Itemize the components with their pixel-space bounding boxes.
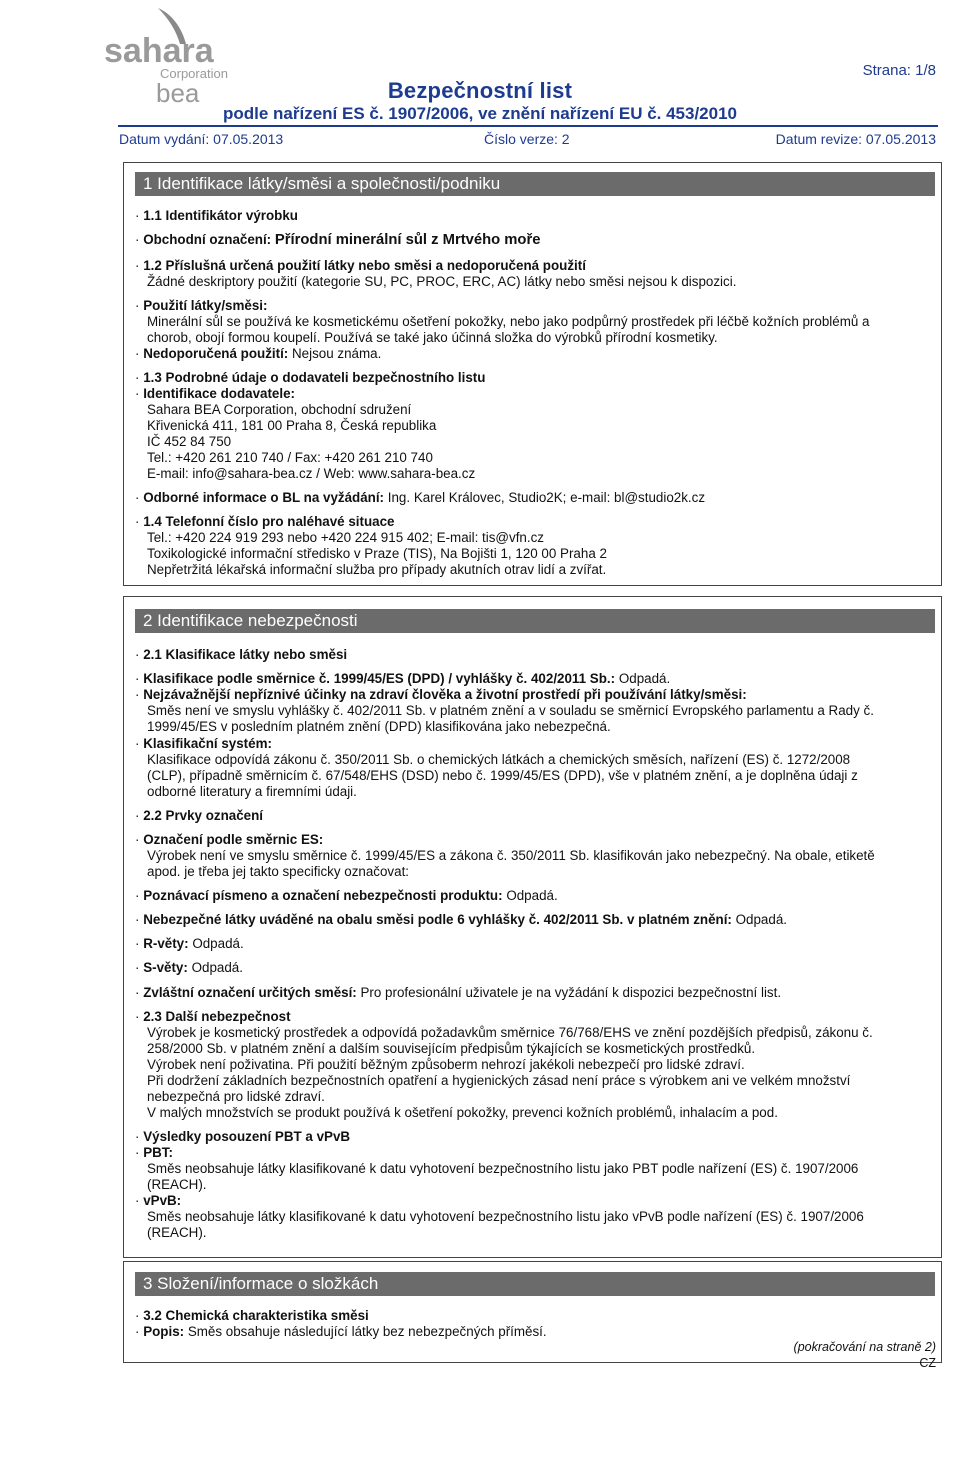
- text-line: Minerální sůl se používá ke kosmetickému ošetření pokožky, nebo jako podpůrný prostředek při léčbě kožních problémů a: [147, 314, 870, 329]
- heading-1-1: · 1.1 Identifikátor výrobku: [135, 208, 298, 223]
- text-line: V malých množstvích se produkt používá k ošetření pokožky, prevenci kožních problémů, inhalacím a pod.: [147, 1105, 778, 1120]
- page-number: Strana: 1/8: [862, 62, 936, 79]
- country-code: CZ: [919, 1356, 936, 1370]
- text-line: Výrobek není ve smyslu směrnice č. 1999/45/ES a zákona č. 350/2011 Sb. klasifikován jako nebezpečný. Na obale, etiketě: [147, 848, 875, 863]
- text-line: (REACH).: [147, 1225, 207, 1240]
- text-line: Sahara BEA Corporation, obchodní sdružení: [147, 402, 412, 417]
- text-line: Směs neobsahuje látky klasifikované k datu vyhotovení bezpečnostního listu jako vPvB podle nařízení (ES) č. 1907/2006: [147, 1209, 864, 1224]
- classification-dpd: · Klasifikace podle směrnice č. 1999/45/ES (DPD) / vyhlášky č. 402/2011 Sb.: Odpadá.: [135, 671, 671, 686]
- heading-2-1: · 2.1 Klasifikace látky nebo směsi: [135, 647, 348, 662]
- hazard-letter: · Poznávací písmeno a označení nebezpečnosti produktu: Odpadá.: [135, 888, 558, 903]
- text-line: Tel.: +420 224 919 293 nebo +420 224 915 402; E-mail: tis@vfn.cz: [147, 530, 544, 545]
- text-line: Žádné deskriptory použití (kategorie SU, PC, PROC, ERC, AC) látky nebo směsi nejsou k dispozici.: [147, 274, 737, 289]
- heading-1-4: · 1.4 Telefonní číslo pro naléhavé situace: [135, 514, 395, 529]
- continued-note: (pokračování na straně 2): [793, 1340, 936, 1354]
- heading-1-3: · 1.3 Podrobné údaje o dodavateli bezpečnostního listu: [135, 370, 486, 385]
- text-line: Nepřetržitá lékařská informační služba pro případy akutních otrav lidí a zvířat.: [147, 562, 607, 577]
- pbt-heading: · Výsledky posouzení PBT a vPvB: [135, 1129, 351, 1144]
- special-labelling: · Zvláštní označení určitých směsí: Pro profesionální uživatele je na vyžádání k dispozici bezpečnostní list.: [135, 985, 782, 1000]
- classification-system-label: · Klasifikační systém:: [135, 736, 272, 751]
- revision-date: Datum revize: 07.05.2013: [775, 131, 936, 147]
- expert-info: · Odborné informace o BL na vyžádání: Ing. Karel Královec, Studio2K; e-mail: bl@studio2k.cz: [135, 490, 706, 505]
- text-line: E-mail: info@sahara-bea.cz / Web: www.sahara-bea.cz: [147, 466, 476, 481]
- text-line: Tel.: +420 261 210 740 / Fax: +420 261 210 740: [147, 450, 433, 465]
- text-line: Klasifikace odpovídá zákonu č. 350/2011 Sb. o chemických látkách a chemických směsích, nařízení (ES) č. 1272/2008: [147, 752, 851, 767]
- adverse-effects-label: · Nejzávažnější nepříznivé účinky na zdraví člověka a životní prostředí při používání látky/směsi:: [135, 687, 747, 702]
- text-line: odborné literatury a firemními údaji.: [147, 784, 357, 799]
- text-line: (CLP), případně směrnicím č. 67/548/EHS (DSD) nebo č. 1999/45/ES (DPD), vše v platném znění, a je doplněna údaji z: [147, 768, 858, 783]
- s-phrases: · S-věty: Odpadá.: [135, 960, 243, 975]
- document-title: Bezpečnostní list: [387, 78, 573, 103]
- text-line: chorob, obojí formou koupelí. Používá se také jako účinná složka do výrobků přírodní kosmetiky.: [147, 330, 718, 345]
- text-line: IČ 452 84 750: [147, 434, 232, 449]
- text-line: Toxikologické informační středisko v Praze (TIS), Na Bojišti 1, 120 00 Praha 2: [147, 546, 607, 561]
- section-2: [123, 596, 942, 1258]
- heading-1-2: · 1.2 Příslušná určená použití látky nebo směsi a nedoporučená použití: [135, 258, 586, 273]
- r-phrases: · R-věty: Odpadá.: [135, 936, 244, 951]
- trade-name: · Obchodní označení: Přírodní minerální sůl z Mrtvého moře: [135, 232, 541, 248]
- text-line: Výrobek je kosmetický prostředek a odpovídá požadavkům směrnice 76/768/EHS ve znění pozdějších předpisů, zákonu č.: [147, 1025, 873, 1040]
- text-line: Výrobek není poživatina. Při použití běžným způsoberm nehrozí jakékoli nebezpečí pro lidské zdraví.: [147, 1057, 745, 1072]
- supplier-label: · Identifikace dodavatele:: [135, 386, 295, 401]
- text-line: (REACH).: [147, 1177, 207, 1192]
- text-line: Křivenická 411, 181 00 Praha 8, Česká republika: [147, 418, 437, 433]
- hazardous-substances: · Nebezpečné látky uváděné na obalu směsi podle 6 vyhlášky č. 402/2011 Sb. v platném znění: Odpadá.: [135, 912, 787, 927]
- issue-date: Datum vydání: 07.05.2013: [119, 131, 284, 147]
- logo-brand: sahara: [104, 32, 214, 70]
- heading-3-2: · 3.2 Chemická charakteristika směsi: [135, 1308, 369, 1323]
- section-2-title: 2 Identifikace nebezpečnosti: [135, 609, 935, 633]
- section-1: [123, 162, 942, 586]
- heading-2-3: · 2.3 Další nebezpečnost: [135, 1009, 291, 1024]
- heading-2-2: · 2.2 Prvky označení: [135, 808, 264, 823]
- text-line: apod. je třeba jej takto specificky označovat:: [147, 864, 410, 879]
- logo-corp: Corporation: [160, 66, 228, 81]
- section-1-title: 1 Identifikace látky/směsi a společnosti/podniku: [135, 172, 935, 196]
- text-line: nebezpečná pro lidské zdraví.: [147, 1089, 325, 1104]
- text-line: 1999/45/ES v posledním platném znění (DPD) klasifikována jako nebezpečná.: [147, 719, 611, 734]
- text-line: Při dodržení základních bezpečnostních opatření a hygienických zásad není práce s výrobkem ani ve velkém množství: [147, 1073, 851, 1088]
- header-rule: [118, 125, 938, 127]
- text-line: Směs neobsahuje látky klasifikované k datu vyhotovení bezpečnostního listu jako PBT podle nařízení (ES) č. 1907/2006: [147, 1161, 859, 1176]
- text-line: 258/2000 Sb. v platném znění a dalším souvisejícím předpisům týkajících se kosmetických prostředků.: [147, 1041, 756, 1056]
- not-recommended-use: · Nedoporučená použití: Nejsou známa.: [135, 346, 382, 361]
- logo-bea: bea: [156, 78, 200, 106]
- labelling-label: · Označení podle směrnic ES:: [135, 832, 324, 847]
- pbt-label: · PBT:: [135, 1145, 173, 1160]
- use-label: · Použití látky/směsi:: [135, 298, 268, 313]
- text-line: Směs není ve smyslu vyhlášky č. 402/2011 Sb. v platném znění a v souladu se směrnicí Evropského parlamentu a Rady č.: [147, 703, 874, 718]
- description: · Popis: Směs obsahuje následující látky bez nebezpečných příměsí.: [135, 1324, 547, 1339]
- vpvb-label: · vPvB:: [135, 1193, 182, 1208]
- version-number: Číslo verze: 2: [484, 131, 570, 147]
- document-subtitle: podle nařízení ES č. 1907/2006, ve znění nařízení EU č. 453/2010: [222, 104, 738, 123]
- section-3-title: 3 Složení/informace o složkách: [135, 1272, 935, 1296]
